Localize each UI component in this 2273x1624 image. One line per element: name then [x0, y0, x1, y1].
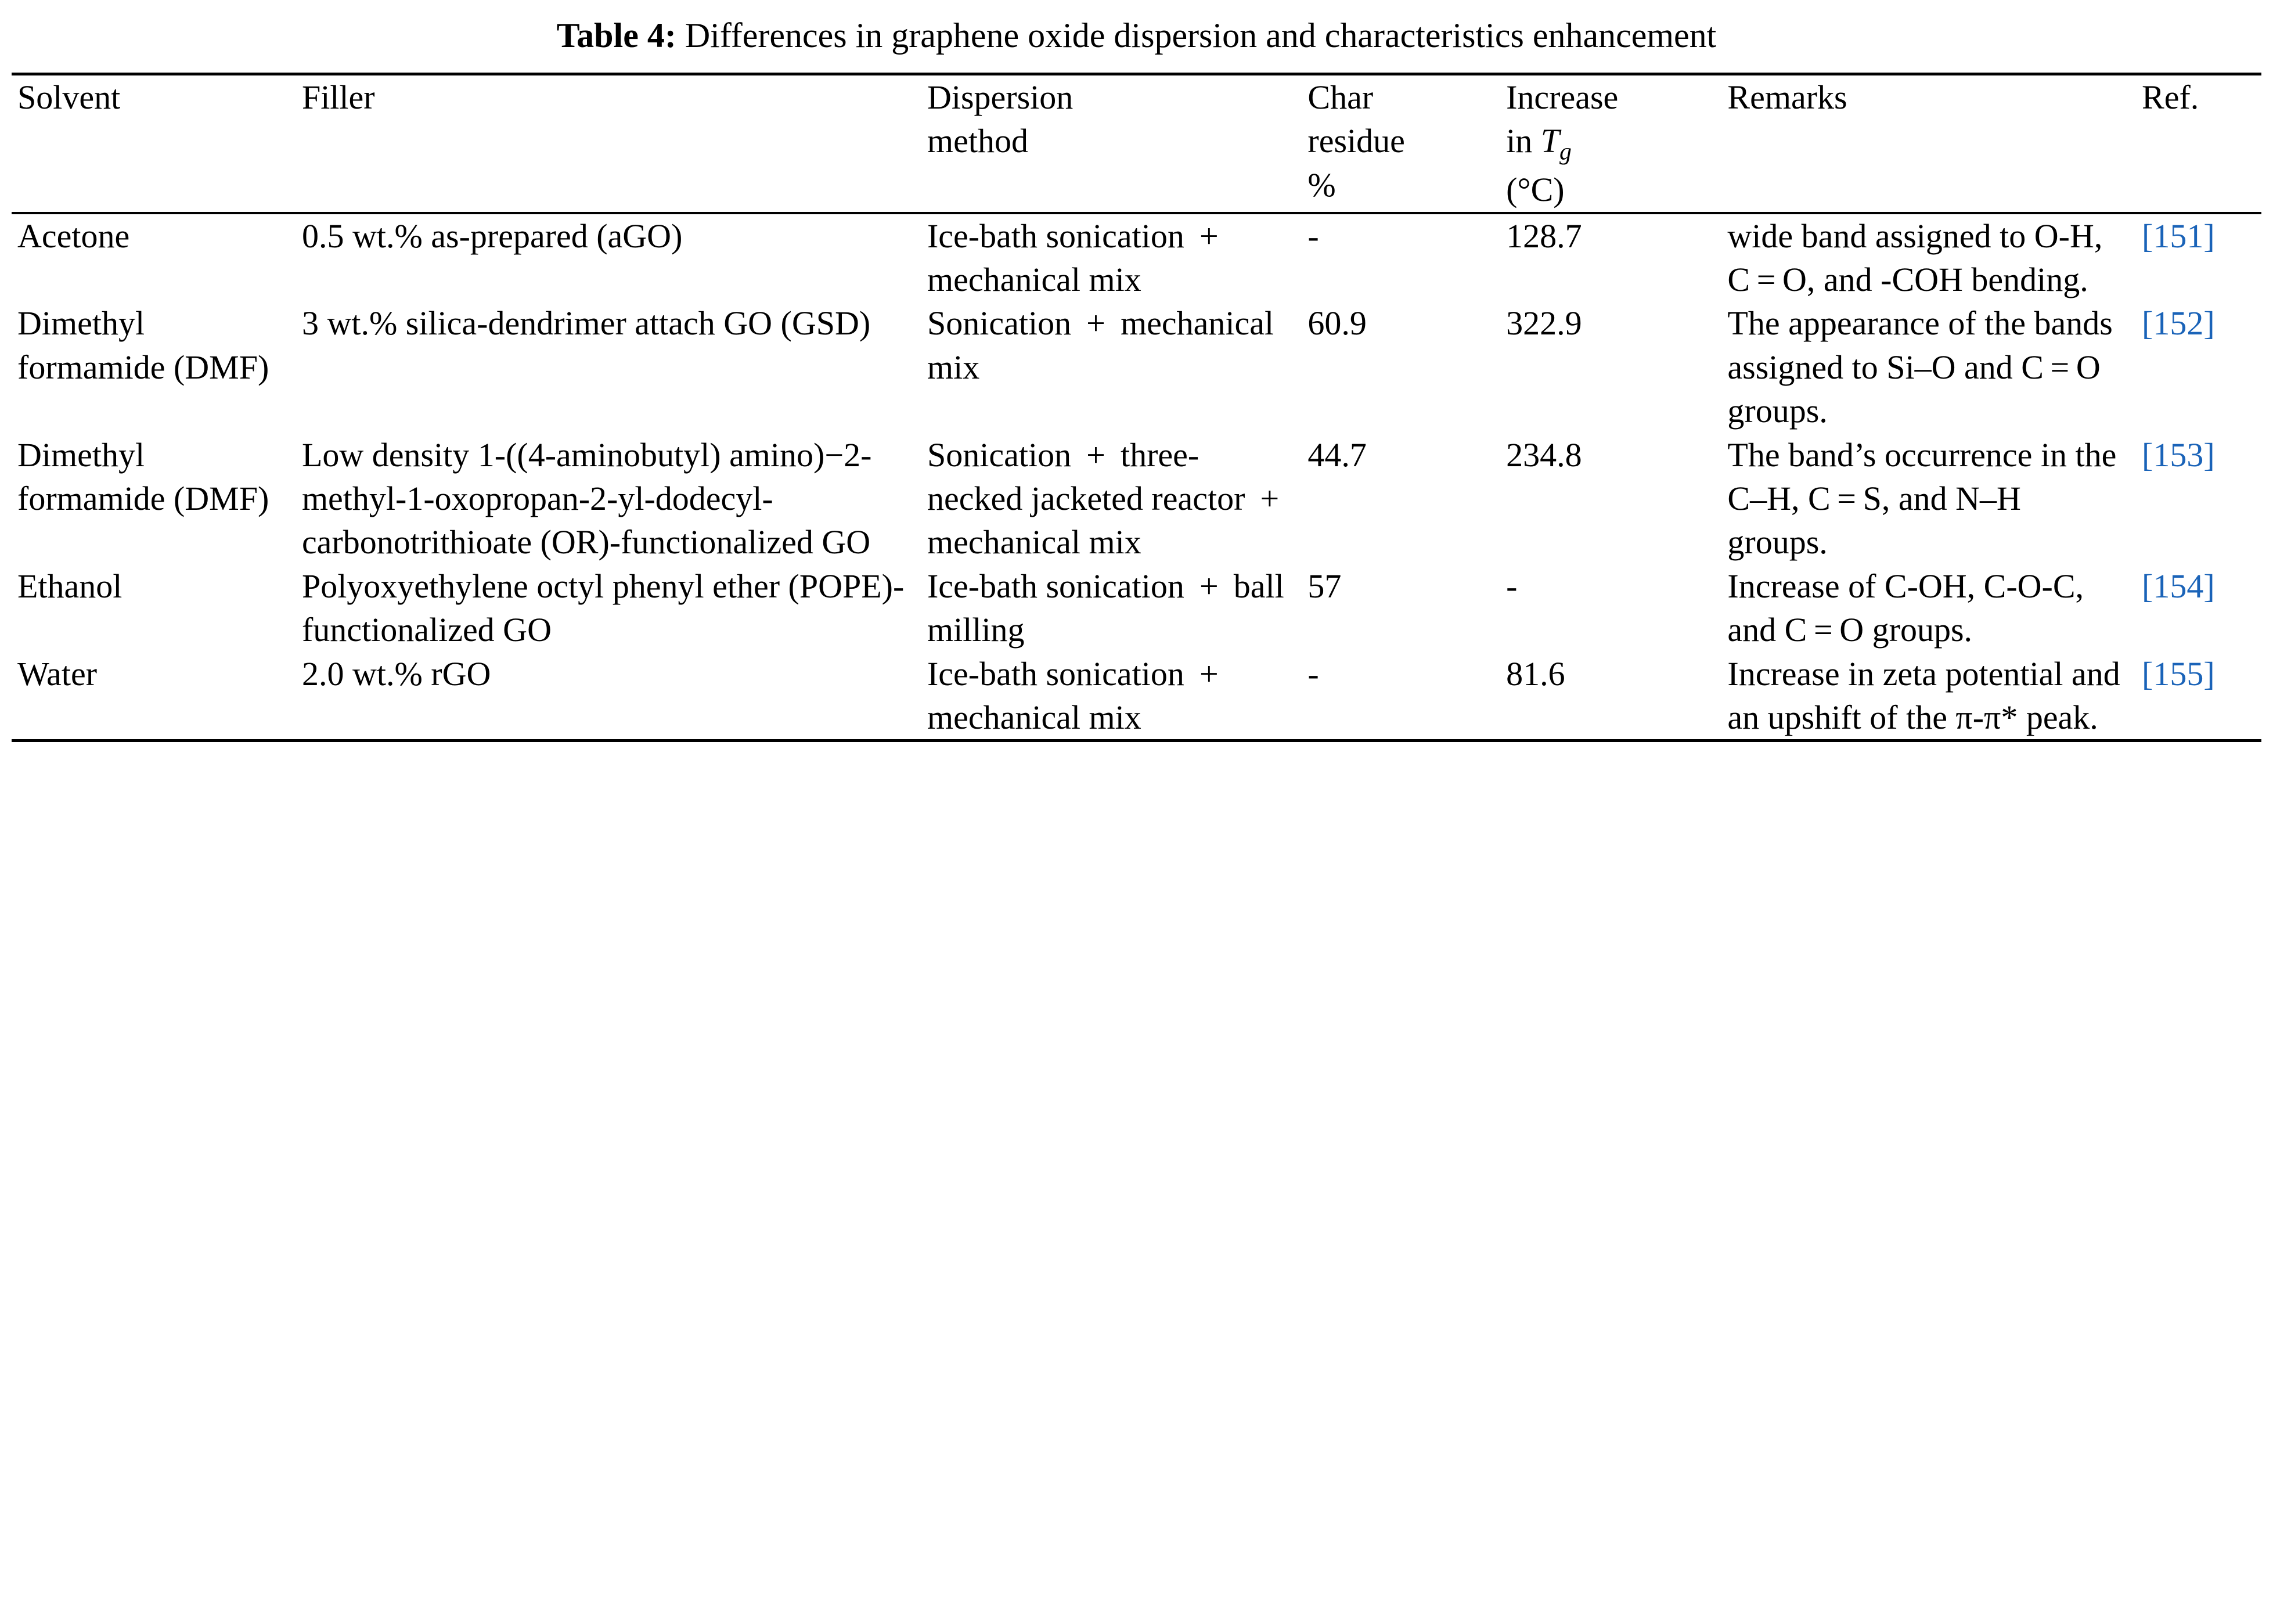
table-caption: [12, 6, 2261, 73]
cell-ref: [2142, 564, 2261, 652]
cell-char-residue: -: [1307, 213, 1506, 302]
header-tg-subscript: g: [1559, 138, 1572, 165]
header-char-residue: [1307, 74, 1506, 213]
reference-link[interactable]: [152]: [2142, 304, 2215, 343]
cell-increase-tg: 234.8: [1506, 435, 1582, 474]
cell-dispersion-method: Ice-bath sonication + mechanical mix: [927, 213, 1307, 302]
header-solvent: Solvent: [12, 74, 302, 213]
cell-solvent: Acetone: [12, 213, 302, 302]
table-row: [12, 433, 2261, 564]
cell-solvent: Dimethyl formamide (DMF): [17, 435, 269, 517]
header-row: [12, 74, 2261, 213]
comparison-table: [12, 73, 2261, 742]
cell-dispersion-method: Sonication + mechanical mix: [927, 304, 1274, 386]
caption-label: Table 4:: [556, 16, 676, 55]
cell-remarks: The band’s occurrence in the C–H, C = S, and N–H groups.: [1727, 435, 2117, 561]
reference-link[interactable]: [155]: [2142, 654, 2215, 693]
cell-ref: [2142, 213, 2261, 302]
caption-text: Differences in graphene oxide dispersion and characteristics enhancement: [685, 16, 1717, 55]
cell-dispersion-method: Ice-bath sonication + ball milling: [927, 567, 1284, 649]
header-increase-tg-line1: Increase: [1506, 78, 1619, 116]
header-filler: Filler: [302, 74, 927, 213]
cell-char-residue: 60.9: [1307, 304, 1367, 343]
cell-dispersion-method: Ice-bath sonication + mechanical mix: [927, 654, 1226, 736]
cell-solvent: Ethanol: [17, 567, 123, 605]
header-dispersion-method-line1: Dispersion: [927, 78, 1074, 116]
cell-ref: [2142, 652, 2261, 741]
cell-filler: Low density 1-((4-aminobutyl) amino)−2-methyl-1-oxopropan-2-yl-dodecyl-carbonotrithioate (OR)-functionalized GO: [301, 435, 872, 561]
header-dispersion-method: [927, 74, 1307, 213]
header-increase-tg-line3: (°C): [1506, 171, 1565, 209]
header-increase-tg-line2: [1506, 122, 1572, 165]
cell-dispersion-method: Sonication + three-necked jacketed reactor + mechanical mix: [927, 435, 1286, 561]
table-body: [12, 213, 2261, 743]
header-tg-symbol: T: [1540, 122, 1559, 160]
table-page: [0, 0, 2273, 759]
header-remarks: Remarks: [1727, 74, 2142, 213]
header-ref: Ref.: [2142, 74, 2261, 213]
header-dispersion-method-line2: method: [927, 122, 1028, 160]
cell-char-residue: -: [1307, 654, 1319, 693]
cell-filler: 2.0 wt.% rGO: [301, 654, 491, 693]
cell-remarks: The appearance of the bands assigned to Si–O and C = O groups.: [1727, 304, 2113, 430]
cell-increase-tg: 81.6: [1506, 654, 1565, 693]
cell-solvent: Water: [17, 654, 98, 693]
header-increase-tg: [1506, 74, 1727, 213]
table-row: [12, 213, 2261, 302]
cell-increase-tg: 322.9: [1506, 304, 1582, 343]
header-tg-in: in: [1506, 122, 1541, 160]
cell-ref: [2142, 433, 2261, 564]
table-row: [12, 652, 2261, 741]
cell-char-residue: 44.7: [1307, 435, 1367, 474]
reference-link[interactable]: [153]: [2142, 435, 2215, 474]
table-header: [12, 74, 2261, 213]
cell-increase-tg: 128.7: [1506, 213, 1727, 302]
cell-char-residue: 57: [1307, 567, 1342, 605]
header-char-residue-line2: residue: [1307, 122, 1405, 160]
cell-ref: [2142, 301, 2261, 433]
bottom-rule-cell: [12, 741, 2261, 743]
cell-increase-tg: -: [1506, 567, 1518, 605]
table-row: [12, 301, 2261, 433]
cell-solvent: Dimethyl formamide (DMF): [17, 304, 269, 386]
cell-remarks: Increase in zeta potential and an upshift of the π-π* peak.: [1727, 654, 2120, 736]
cell-filler: Polyoxyethylene octyl phenyl ether (POPE)-functionalized GO: [301, 567, 905, 649]
cell-filler: 3 wt.% silica-dendrimer attach GO (GSD): [301, 304, 871, 343]
header-char-residue-line3: %: [1307, 165, 1336, 204]
cell-filler: 0.5 wt.% as-prepared (aGO): [302, 213, 927, 302]
reference-link[interactable]: [151]: [2142, 217, 2215, 255]
table-row: [12, 564, 2261, 652]
cell-remarks: wide band assigned to O-H, C = O, and -COH bending.: [1727, 213, 2142, 302]
reference-link[interactable]: [154]: [2142, 567, 2215, 605]
cell-remarks: Increase of C-OH, C-O-C, and C = O groups.: [1727, 567, 2084, 649]
table-bottom-rule: [12, 741, 2261, 743]
header-char-residue-line1: Char: [1307, 78, 1374, 116]
